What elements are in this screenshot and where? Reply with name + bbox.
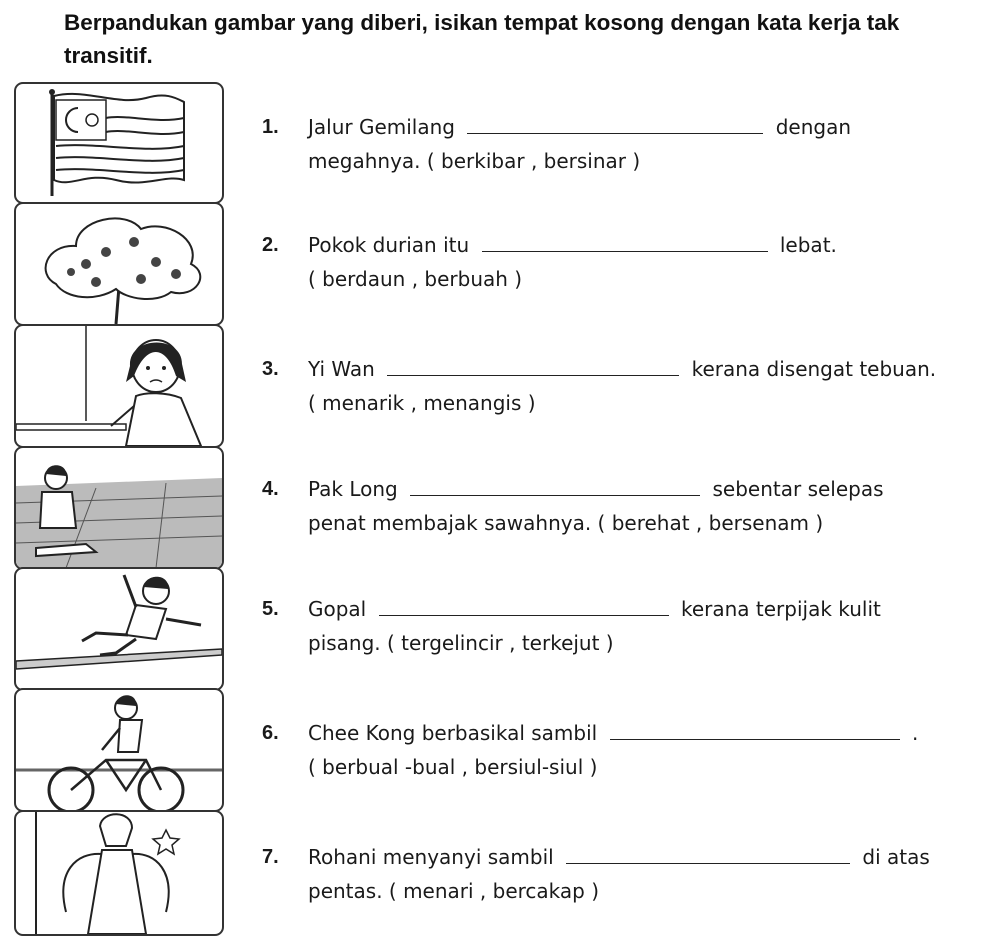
question-number: 7. — [262, 846, 279, 868]
question-text-before: Rohani menyanyi sambil — [308, 845, 554, 869]
cycling-boy-picture — [14, 688, 224, 812]
question-options: penat membajak sawahnya. ( berehat , bersenam ) — [308, 511, 824, 535]
answer-blank[interactable] — [467, 113, 763, 134]
answer-blank[interactable] — [566, 843, 850, 864]
question-number: 2. — [262, 234, 279, 256]
question-text-before: Jalur Gemilang — [308, 115, 455, 139]
durian-tree-picture — [14, 202, 224, 326]
question-number: 6. — [262, 722, 279, 744]
answer-blank[interactable] — [410, 475, 700, 496]
question-options: ( berbual -bual , bersiul-siul ) — [308, 755, 598, 779]
question-text-after: kerana disengat tebuan. — [691, 357, 937, 381]
question-options: pisang. ( tergelincir , terkejut ) — [308, 631, 614, 655]
resting-farmer-picture — [14, 446, 224, 570]
flag-picture — [14, 82, 224, 204]
instruction-heading: Berpandukan gambar yang diberi, isikan tempat kosong dengan kata kerja tak transitif. — [64, 10, 900, 68]
question-number: 1. — [262, 116, 279, 138]
question-text-before: Yi Wan — [308, 357, 375, 381]
answer-blank[interactable] — [482, 231, 768, 252]
question-text-before: Gopal — [308, 597, 367, 621]
question-text-after: dengan — [775, 115, 852, 139]
question-text-before: Chee Kong berbasikal sambil — [308, 721, 598, 745]
question-options: ( berdaun , berbuah ) — [308, 267, 523, 291]
question-options: megahnya. ( berkibar , bersinar ) — [308, 149, 641, 173]
slipping-boy-picture — [14, 567, 224, 691]
question-options: pentas. ( menari , bercakap ) — [308, 879, 600, 903]
question-text-after: sebentar selepas — [712, 477, 884, 501]
answer-blank[interactable] — [379, 595, 669, 616]
question-number: 5. — [262, 598, 279, 620]
answer-blank[interactable] — [610, 719, 900, 740]
crying-girl-picture — [14, 324, 224, 448]
dancing-girl-picture — [14, 810, 224, 936]
question-text-before: Pokok durian itu — [308, 233, 470, 257]
answer-blank[interactable] — [387, 355, 679, 376]
question-text-after: lebat. — [779, 233, 837, 257]
question-text-after: . — [911, 721, 919, 745]
question-number: 4. — [262, 478, 279, 500]
question-text-after: di atas — [862, 845, 930, 869]
question-text-before: Pak Long — [308, 477, 398, 501]
question-text-after: kerana terpijak kulit — [680, 597, 881, 621]
question-options: ( menarik , menangis ) — [308, 391, 536, 415]
question-number: 3. — [262, 358, 279, 380]
